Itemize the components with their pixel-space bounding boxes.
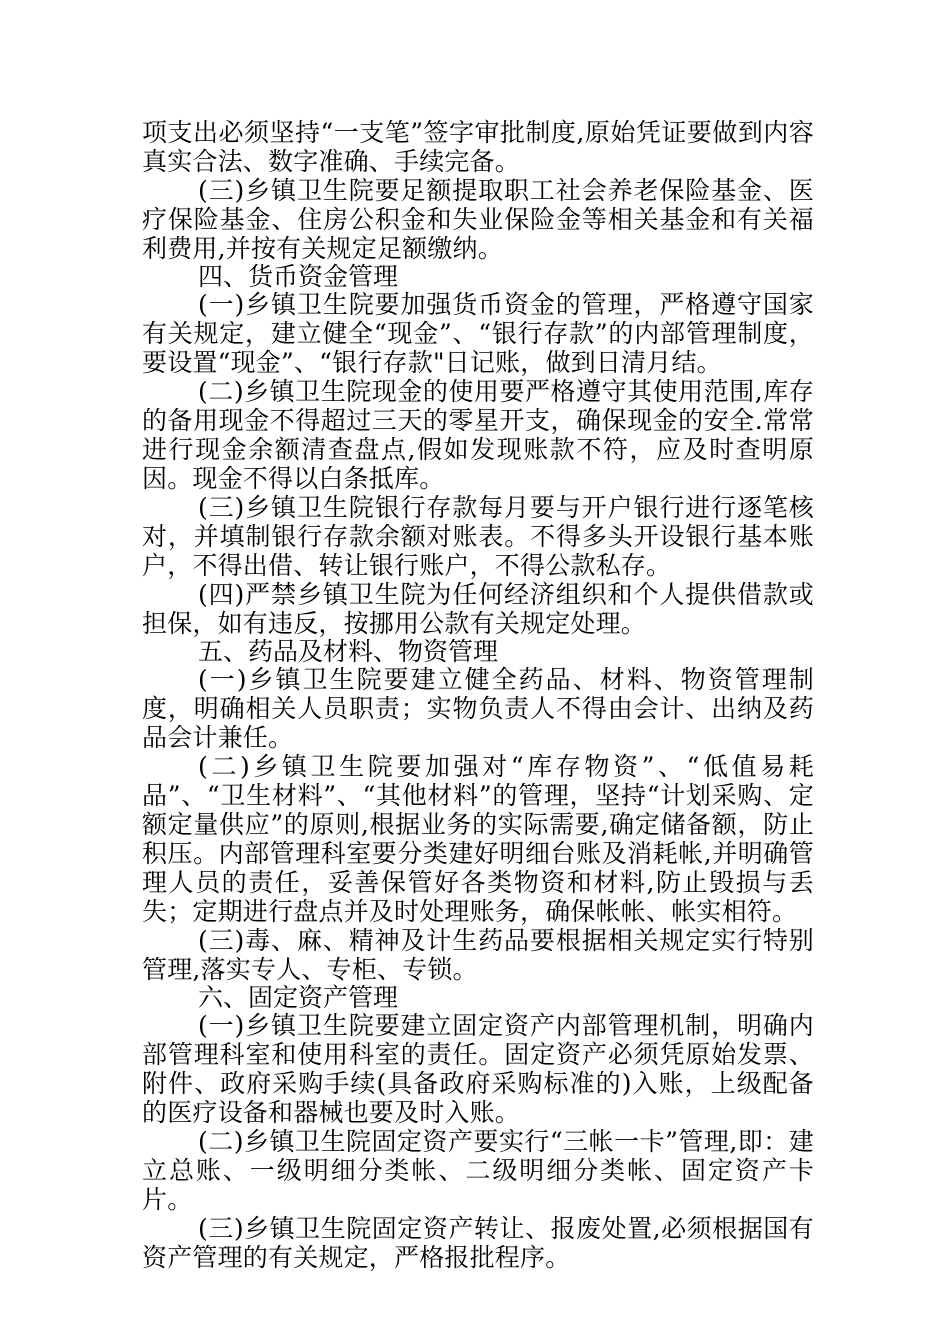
paragraph-assets-1: (一)乡镇卫生院要建立固定资产内部管理机制，明确内部管理科室和使用科室的责任。固定资产必须凭原始发票、附件、政府采购手续(具备政府采购标准的)入账，上级配备的医疗设备和器械也要及时入账。 [142, 1011, 814, 1127]
section-heading-monetary-funds: 四、货币资金管理 [198, 262, 399, 291]
section-heading-drugs-materials: 五、药品及材料、物资管理 [198, 637, 499, 666]
paragraph-social-insurance: (三)乡镇卫生院要足额提取职工社会养老保险基金、医疗保险基金、住房公积金和失业保险金等相关基金和有关福利费用,并按有关规定足额缴纳。 [142, 176, 814, 263]
paragraph-drugs-1: (一)乡镇卫生院要建立健全药品、材料、物资管理制度，明确相关人员职责；实物负责人不得由会计、出纳及药品会计兼任。 [142, 665, 814, 752]
paragraph-assets-3: (三)乡镇卫生院固定资产转让、报废处置,必须根据国有资产管理的有关规定，严格报批程序。 [142, 1214, 814, 1272]
document-page [142, 118, 814, 1272]
paragraph-monetary-1: (一)乡镇卫生院要加强货币资金的管理，严格遵守国家有关规定，建立健全“现金”、“银行存款”的内部管理制度，要设置“现金”、“银行存款"日记账，做到日清月结。 [142, 290, 814, 377]
paragraph-monetary-3: (三)乡镇卫生院银行存款每月要与开户银行进行逐笔核对，并填制银行存款余额对账表。不得多头开设银行基本账户，不得出借、转让银行账户，不得公款私存。 [142, 493, 814, 580]
paragraph-assets-2: (二)乡镇卫生院固定资产要实行“三帐一卡”管理,即：建立总账、一级明细分类帐、二级明细分类帐、固定资产卡片。 [142, 1127, 814, 1214]
paragraph-monetary-2: (二)乡镇卫生院现金的使用要严格遵守其使用范围,库存的备用现金不得超过三天的零星开支，确保现金的安全.常常进行现金余额清查盘点,假如发现账款不符，应及时查明原因。现金不得以白条抵库。 [142, 377, 814, 493]
paragraph-signature-rule: 项支出必须坚持“一支笔”签字审批制度,原始凭证要做到内容真实合法、数字准确、手续完备。 [142, 118, 814, 176]
section-heading-fixed-assets: 六、固定资产管理 [198, 983, 399, 1012]
paragraph-monetary-4: (四)严禁乡镇卫生院为任何经济组织和个人提供借款或担保，如有违反，按挪用公款有关规定处理。 [142, 580, 814, 638]
paragraph-drugs-2: (二)乡镇卫生院要加强对“库存物资”、“低值易耗品”、“卫生材料”、“其他材料”的管理，坚持“计划采购、定额定量供应”的原则,根据业务的实际需要,确定储备额，防止积压。内部管理科室要分类建好明细台账及消耗帐,并明确管理人员的责任，妥善保管好各类物资和材料,防止毁损与丢失；定期进行盘点并及时处理账务，确保帐帐、帐实相符。 [142, 752, 814, 926]
paragraph-drugs-3: (三)毒、麻、精神及计生药品要根据相关规定实行特别管理,落实专人、专柜、专锁。 [142, 926, 814, 984]
